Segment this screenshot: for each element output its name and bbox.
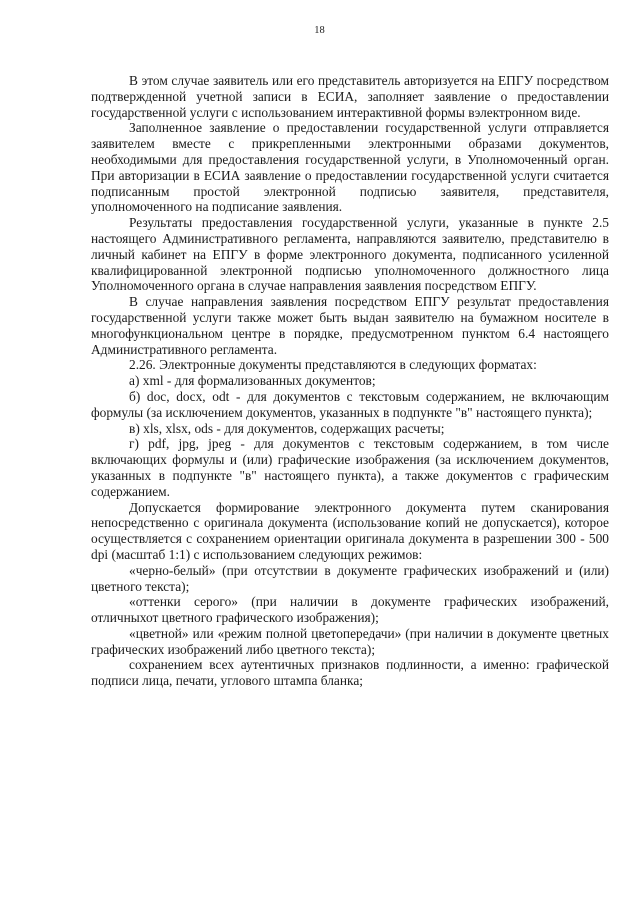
paragraph-esia-authorization: В этом случае заявитель или его представитель авторизуется на ЕПГУ посредством подтвержденной учетной записи в ЕСИА, заполняет заявление о предоставлении государственной услуги с использованием интерактивной формы вэлектронном виде. xyxy=(91,73,609,120)
list-item-xls: в) xls, xlsx, ods - для документов, содержащих расчеты; xyxy=(129,420,445,436)
paragraph-service-results: Результаты предоставления государственной услуги, указанные в пункте 2.5 настоящего Административного регламента, направляются заявителю, представителю в личный кабинет на ЕПГУ в форме электронного документа, подписанного усиленной квалифицированной электронной подписью уполномоченного должностного лица Уполномоченного органа в случае направления заявления посредством ЕПГУ. xyxy=(91,215,609,294)
list-item-doc: б) doc, docx, odt - для документов с текстовым содержанием, не включающим формулы (за исключением документов, указанных в подпункте "в" настоящего пункта); xyxy=(91,388,609,420)
page-number: 18 xyxy=(314,25,325,36)
list-item-xml: а) xml - для формализованных документов; xyxy=(129,373,376,389)
list-item-color-mode: «цветной» или «режим полной цветопередачи» (при наличии в документе цветных графических изображений либо цветного текста); xyxy=(91,625,609,657)
paragraph-section-2-26: 2.26. Электронные документы представляются в следующих форматах: xyxy=(129,357,537,373)
list-item-grayscale-mode: «оттенки серого» (при наличии в документе графических изображений, отличныхот цветного графического изображения); xyxy=(91,594,609,626)
paragraph-scanning: Допускается формирование электронного документа путем сканирования непосредственно с оригинала документа (использование копий не допускается), которое осуществляется с сохранением ориентации оригинала документа в разрешении 300 - 500 dpi (масштаб 1:1) с использованием следующих режимов: xyxy=(91,499,609,562)
list-item-black-white-mode: «черно-белый» (при отсутствии в документе графических изображений и (или) цветного текста); xyxy=(91,562,609,594)
paragraph-authenticity: сохранением всех аутентичных признаков подлинности, а именно: графической подписи лица, печати, углового штампа бланка; xyxy=(91,657,609,689)
paragraph-paper-result: В случае направления заявления посредством ЕПГУ результат предоставления государственной услуги также может быть выдан заявителю на бумажном носителе в многофункциональном центре в порядке, предусмотренном пунктом 6.4 настоящего Административного регламента. xyxy=(91,294,609,357)
list-item-pdf: г) pdf, jpg, jpeg - для документов с текстовым содержанием, в том числе включающих формулы и (или) графические изображения (за исключением документов, указанных в подпункте "в" настоящего пункта), а также документов с графическим содержанием. xyxy=(91,436,609,499)
document-body xyxy=(91,73,609,689)
paragraph-completed-application: Заполненное заявление о предоставлении государственной услуги отправляется заявителем вместе с прикрепленными электронными образами документов, необходимыми для предоставления государственной услуги, в Уполномоченный орган. При авторизации в ЕСИА заявление о предоставлении государственной услуги считается подписанным простой электронной подписью заявителя, представителя, уполномоченного на подписание заявления. xyxy=(91,120,609,215)
